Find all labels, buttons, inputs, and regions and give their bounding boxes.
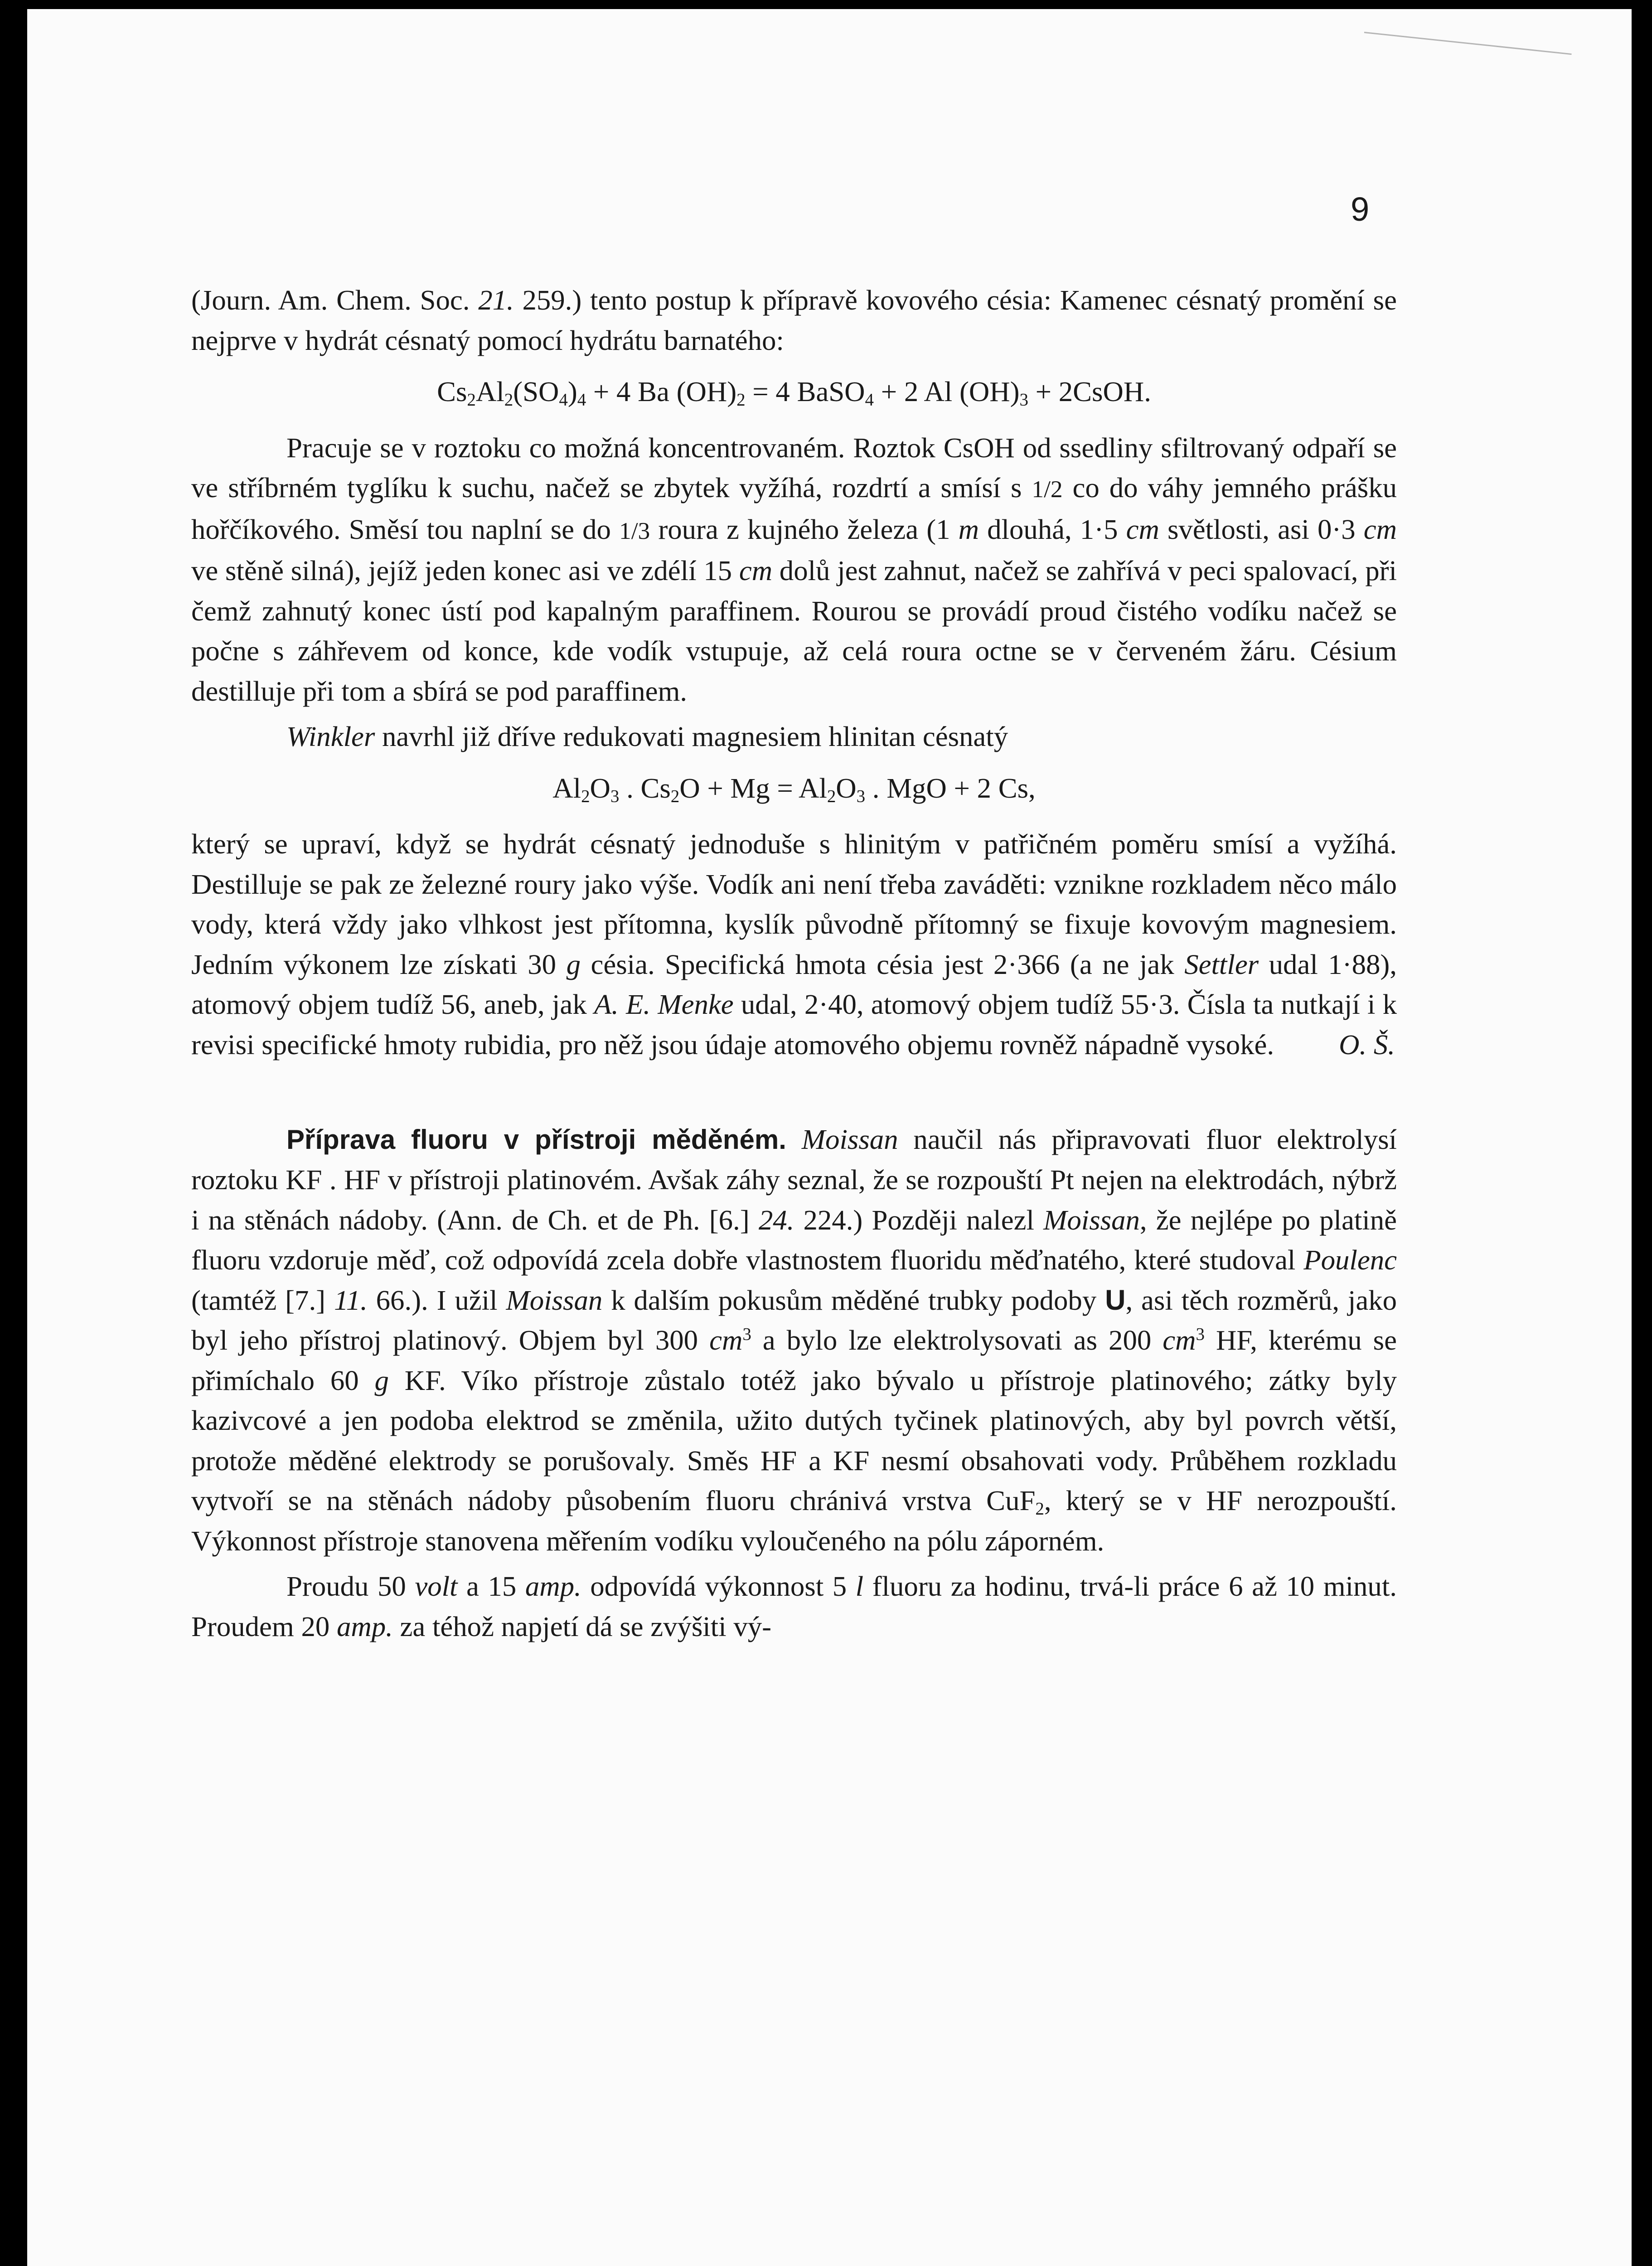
scanned-page [27,9,1632,2266]
page-number: 9 [1351,190,1370,228]
paragraph-fluorine-copper: Příprava fluoru v přístroji měděném. Moissan naučil nás připravovati fluor elektrolysí roztoku KF . HF v přístroji platinovém. Avšak záhy seznal, že se rozpouští Pt nejen na elektrodách, nýbrž i na stěnách nádoby. (Ann. de Ch. et de Ph. [6.] 24. 224.) Později nalezl Moissan, že nejlépe po platině fluoru vzdoruje měď, což odpovídá zcela dobře vlastnostem fluoridu měďnatého, které studoval Poulenc (tamtéž [7.] 11. 66.). I užil Moissan k dalším pokusům měděné trubky podoby U, asi těch rozměrů, jako byl jeho přístroj platinový. Objem byl 300 $cm^3$ a bylo lze elektrolysovati as 200 $cm^3$ HF, kterému se přimíchalo 60 g KF. Víko přístroje zůstalo totéž jako bývalo u přístroje platinového; zátky byly kazivcové a jen podoba elektrod se změnila, užito dutých tyčinek platinových, aby byl povrch větší, protože měděné elektrody se porušovaly. Směs HF a KF nesmí obsahovati vody. Průběhem rozkladu vytvoří se na stěnách nádoby působením fluoru chránivá vrstva CuF$_2$, který se v HF nerozpouští. Výkonnost přístroje stanovena měřením vodíku vyloučeného na pólu záporném. [191,1123,1397,1557]
formula-aluminate-reduction: $Al_2O_3$ . $Cs_2O + Mg = Al_2O_3$ . MgO + 2 Cs, [552,772,1036,806]
author-initials: O. Š. [1339,1029,1395,1060]
formula-cesium-hydroxide: $Cs_2Al_2(SO_4)_4 + 4$ Ba $(OH)_2 = 4$ BaSO$_4$ + 2 Al $(OH)_3$ + 2CsOH. [437,376,1151,410]
paragraph-procedure: Pracuje se v roztoku co možná koncentrovaném. Roztok CsOH od ssedliny sfiltrovaný odpaří se ve stříbrném tyglíku k suchu, načež se zbytek vyžíhá, rozdrtí a smísí s 1/2 co do váhy jemného prášku hořčíkového. Směsí tou naplní se do 1/3 roura z kujného železa (1 m dlouhá, 1·5 cm světlosti, asi 0·3 cm ve stěně silná), jejíž jeden konec asi ve zdélí 15 cm dolů jest zahnut, načež se zahřívá v peci spalovací, při čemž zahnutý konec ústí pod kapalným paraffinem. Rourou se provádí proud čistého vodíku načež se počne s záhřevem od konce, kde vodík vstupuje, až celá roura octne se v červeném žáru. Césium destilluje při tom a sbírá se pod paraffinem. [191,431,1397,707]
paragraph-winkler: Winkler navrhl již dříve redukovati magnesiem hlinitan césnatý [286,721,1008,752]
section-heading: Příprava fluoru v přístroji měděném. [286,1124,786,1155]
scan-scratch-mark [1364,32,1572,55]
article-body [191,280,1397,1652]
paragraph-cesium-results: který se upraví, když se hydrát césnatý jednoduše s hlinitým v patřičném poměru smísí a vyžíhá. Destilluje se pak ze železné roury jako výše. Vodík ani není třeba zaváděti: vznikne rozkladem něco málo vody, která vždy jako vlhkost jest přítomna, kyslík původně přítomný se fixuje kovovým magnesiem. Jedním výkonem lze získati 30 g césia. Specifická hmota césia jest 2·366 (a ne jak Settler udal 1·88), atomový objem tudíž 56, aneb, jak A. E. Menke udal, 2·40, atomový objem tudíž 55·3. Čísla ta nutkají i k revisi specifické hmoty rubidia, pro něž jsou údaje atomového objemu rovněž nápadně vysoké. [191,828,1397,1060]
paragraph-current-output: Proudu 50 volt a 15 amp. odpovídá výkonnost 5 l fluoru za hodinu, trvá-li práce 6 až 10 minut. Proudem 20 amp. za téhož napjetí dá se zvýšiti vý- [191,1570,1397,1642]
paragraph-cesium-intro: (Journ. Am. Chem. Soc. 21. 259.) tento postup k přípravě kovového césia: Kamenec césnatý promění se nejprve v hydrát césnatý pomocí hydrátu barnatého: [191,284,1397,356]
section-spacer [191,1065,1397,1119]
